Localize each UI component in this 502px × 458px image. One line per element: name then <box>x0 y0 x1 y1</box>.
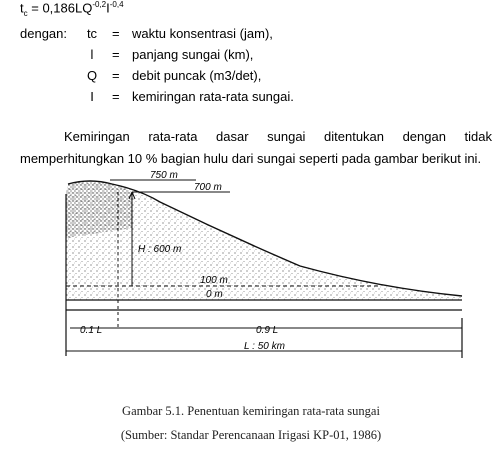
figure-caption: Gambar 5.1. Penentuan kemiringan rata-rata sungai <box>122 404 380 418</box>
formula-body: = 0,186LQ <box>27 0 93 16</box>
body-paragraph <box>20 126 492 170</box>
elevation-0-label: 0 m <box>206 289 223 300</box>
figure-source: (Sumber: Standar Perencanaan Irigasi KP-01, 1986) <box>120 428 382 442</box>
formula-t-subscript: c <box>23 8 28 18</box>
definition-symbol: I <box>90 89 94 104</box>
definition-row <box>20 24 420 44</box>
definition-equals: = <box>112 26 120 41</box>
formula-i: I <box>106 0 110 16</box>
definition-intro: dengan: <box>20 26 67 41</box>
formula-exponent-i: -0,4 <box>109 0 124 9</box>
definition-description: debit puncak (m3/det), <box>132 68 262 83</box>
total-length-label: L : 50 km <box>244 341 285 352</box>
segment-0.9L-label: 0.9 L <box>256 325 279 336</box>
definition-symbol: l <box>90 47 94 62</box>
definition-equals: = <box>112 89 120 104</box>
definition-row <box>20 66 420 86</box>
segment-0.1L-label: 0.1 L <box>80 325 103 336</box>
definition-equals: = <box>112 68 120 83</box>
terrain-shading <box>66 181 132 238</box>
elevation-100-label: 100 m <box>200 275 228 286</box>
elevation-700-label: 700 m <box>194 182 222 193</box>
definition-row <box>20 45 420 65</box>
elevation-750-label: 750 m <box>150 170 178 181</box>
paragraph-text: Kemiringan rata-rata dasar sungai ditentukan dengan tidak memperhitungkan 10 % bagian hulu dari sungai seperti pada gambar berikut ini. <box>20 129 492 166</box>
formula <box>20 0 124 18</box>
definition-description: kemiringan rata-rata sungai. <box>132 89 294 104</box>
height-label: H : 600 m <box>138 244 182 255</box>
definition-description: waktu konsentrasi (jam), <box>132 26 273 41</box>
river-slope-figure <box>0 168 502 398</box>
definition-description: panjang sungai (km), <box>132 47 254 62</box>
definition-symbol: tc <box>86 26 98 41</box>
formula-exponent-q: -0,2 <box>92 0 107 9</box>
formula-t: t <box>20 0 24 16</box>
definition-equals: = <box>112 47 120 62</box>
definition-row <box>20 87 420 107</box>
definition-symbol: Q <box>86 68 98 83</box>
